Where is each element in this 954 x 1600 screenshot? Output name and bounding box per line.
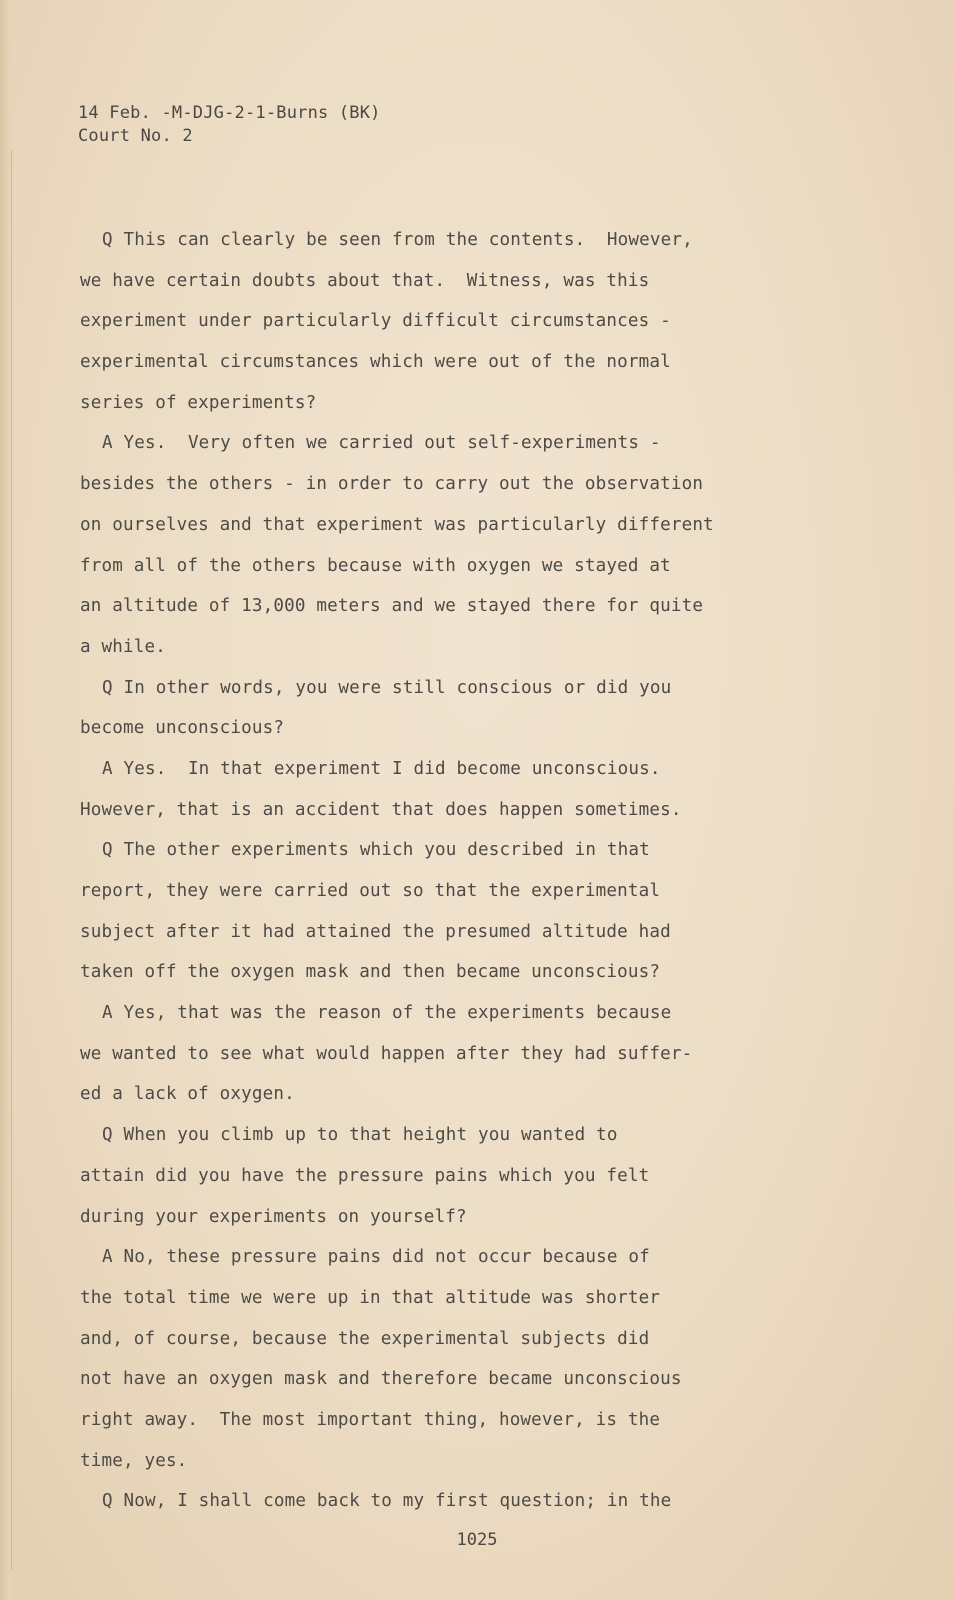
transcript-line: we wanted to see what would happen after they had suffer-	[80, 1043, 693, 1064]
transcript-line: Q When you climb up to that height you wanted to	[102, 1125, 618, 1146]
transcript-line: Q The other experiments which you described in that	[102, 840, 650, 861]
transcript-line: series of experiments?	[80, 392, 317, 413]
document-header	[78, 102, 381, 148]
transcript-line: experiment under particularly difficult circumstances -	[80, 311, 671, 332]
transcript-line: and, of course, because the experimental subjects did	[80, 1328, 650, 1349]
transcript-line: time, yes.	[80, 1450, 188, 1471]
transcript-line: Q In other words, you were still conscious or did you	[102, 677, 672, 698]
transcript-line: A No, these pressure pains did not occur because of	[102, 1247, 650, 1268]
transcript-line: ed a lack of oxygen.	[80, 1084, 295, 1105]
transcript-line: report, they were carried out so that the experimental	[80, 881, 661, 901]
transcript-line: besides the others - in order to carry out the observation	[80, 474, 704, 495]
page-number: 1025	[456, 1530, 498, 1550]
transcript-line: Q This can clearly be seen from the contents. However,	[102, 230, 693, 250]
transcript-line: A Yes. In that experiment I did become unconscious.	[102, 758, 661, 779]
header-court-number: Court No. 2	[78, 126, 193, 146]
transcript-line: A Yes. Very often we carried out self-experiments -	[102, 433, 661, 454]
transcript-line: taken off the oxygen mask and then became unconscious?	[80, 962, 661, 983]
transcript-line: from all of the others because with oxygen we stayed at	[80, 555, 671, 576]
transcript-line: the total time we were up in that altitude was shorter	[80, 1287, 661, 1308]
transcript-line: an altitude of 13,000 meters and we stayed there for quite	[80, 596, 704, 617]
transcript-line: experimental circumstances which were out of the normal	[80, 352, 671, 373]
transcript-line: However, that is an accident that does happen sometimes.	[80, 799, 682, 820]
transcript-line: A Yes, that was the reason of the experiments because	[102, 1003, 672, 1024]
transcript-line: on ourselves and that experiment was particularly different	[80, 514, 714, 535]
transcript-line: subject after it had attained the presumed altitude had	[80, 921, 671, 942]
transcript-line: right away. The most important thing, however, is the	[80, 1409, 661, 1430]
transcript-line: not have an oxygen mask and therefore became unconscious	[80, 1369, 682, 1390]
transcript-line: become unconscious?	[80, 718, 285, 739]
transcript-line: during your experiments on yourself?	[80, 1206, 467, 1227]
header-case-reference: 14 Feb. -M-DJG-2-1-Burns (BK)	[78, 103, 381, 123]
transcript-line: attain did you have the pressure pains which you felt	[80, 1165, 650, 1186]
transcript-body	[80, 220, 840, 1522]
transcript-line: a while.	[80, 636, 166, 657]
paper-fold-line	[11, 150, 12, 1570]
transcript-line: Q Now, I shall come back to my first question; in the	[102, 1491, 672, 1512]
transcript-line: we have certain doubts about that. Witness, was this	[80, 270, 650, 291]
